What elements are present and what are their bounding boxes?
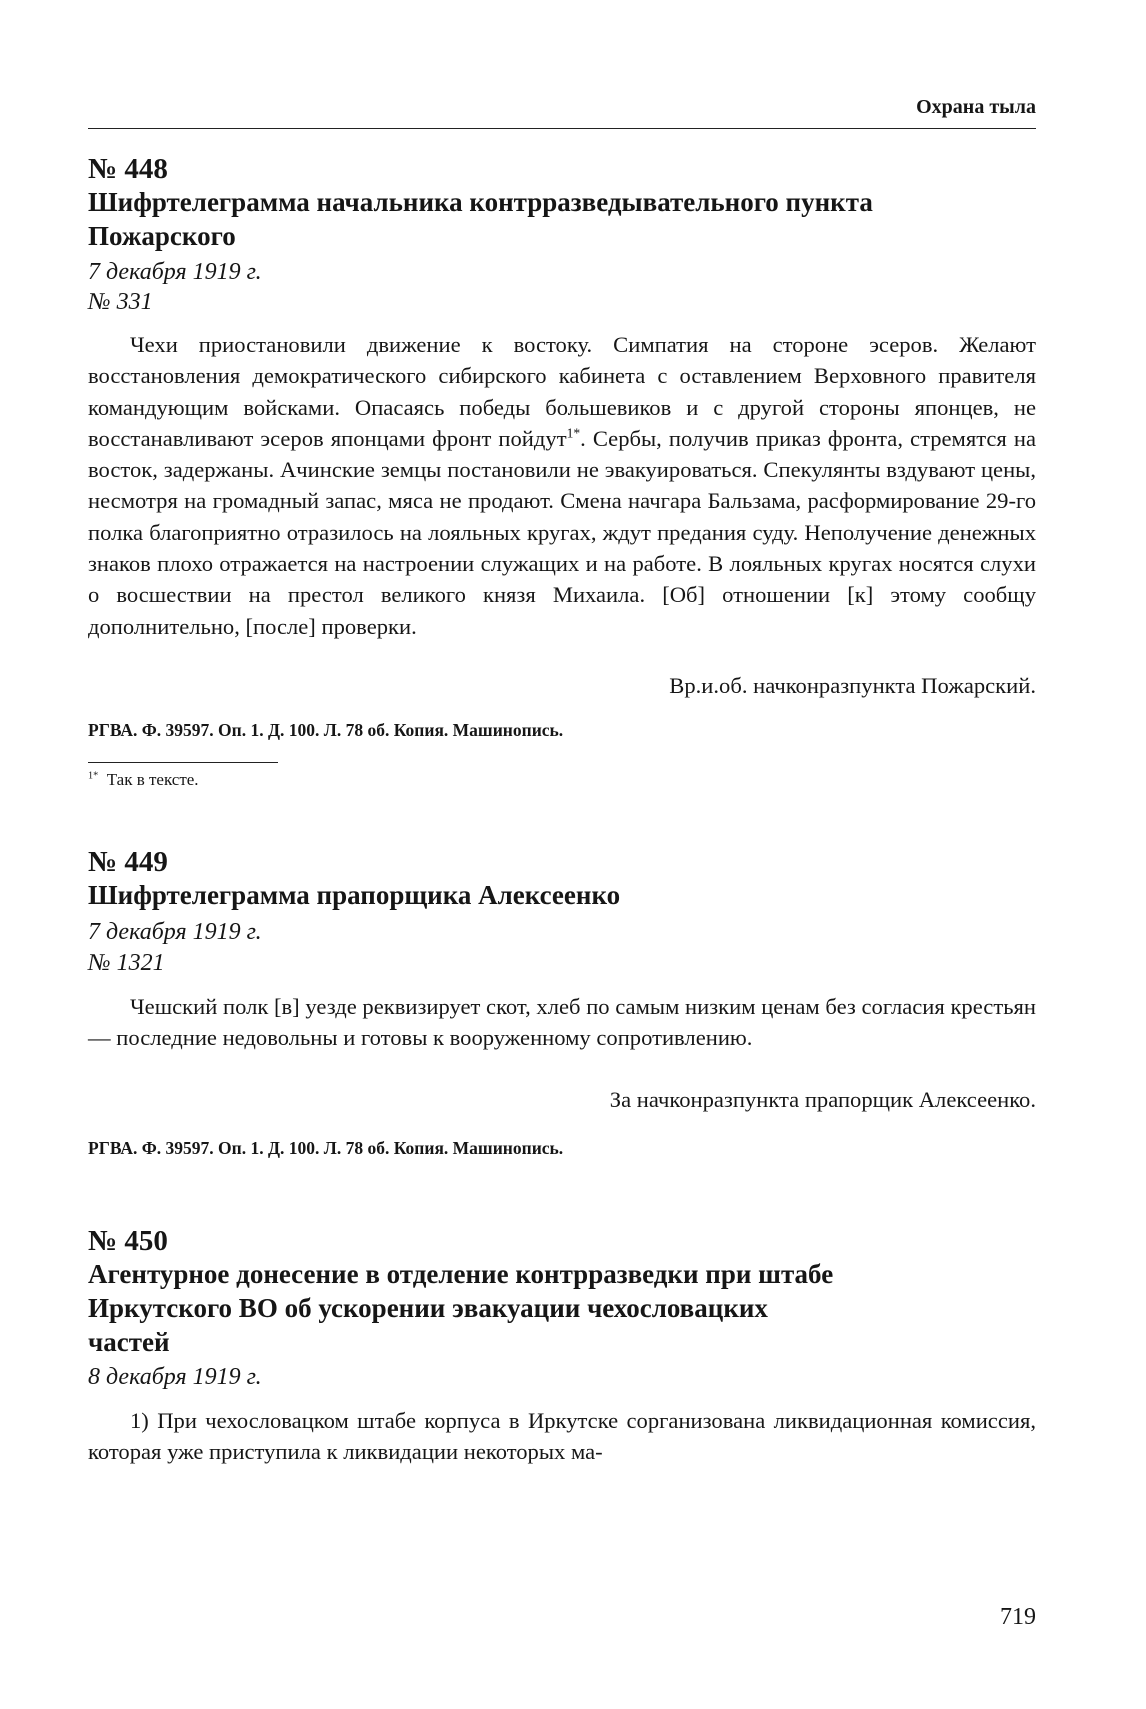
header-rule — [88, 128, 1036, 129]
doc-449-ref: № 1321 — [88, 950, 165, 976]
doc-449-signature: За начконразпункта прапорщик Алексеенко. — [609, 1087, 1036, 1112]
doc-448-title: Шифртелеграмма начальника контрразведывательного пункта Пожарского — [88, 187, 873, 251]
doc-448-signature: Вр.и.об. начконразпункта Пожарский. — [669, 673, 1036, 698]
footnote-mark: 1* — [88, 770, 99, 782]
doc-449-title: Шифртелеграмма прапорщика Алексеенко — [88, 880, 621, 910]
doc-449-number: № 449 — [88, 846, 168, 878]
doc-449-archive-ref: РГВА. Ф. 39597. Оп. 1. Д. 100. Л. 78 об. Копия. Машинопись. — [88, 1138, 564, 1158]
doc-448-text-part2: . Сербы, получив приказ фронта, стремятся на восток, задержаны. Ачинские земцы постановили не эвакуироваться. Спекулянты вздувают цены, несмотря на громадный запас, мяса не продают. Смена начгара Бальзама, расформирование 29-го полка благоприятно отразилось на лояльных кругах, ждут предания суду. Неполучение денежных знаков плохо отражается на настроении служащих и на работе. В лояльных кругах носятся слухи о восшествии на престол великого князя Михаила. [Об] отношении [к] этому сообщу дополнительно, [после] проверки. — [88, 425, 1036, 639]
doc-448-archive-ref: РГВА. Ф. 39597. Оп. 1. Д. 100. Л. 78 об. Копия. Машинопись. — [88, 720, 564, 740]
page-number: 719 — [1000, 1604, 1036, 1630]
doc-448-ref: № 331 — [88, 289, 153, 315]
doc-450-number: № 450 — [88, 1225, 168, 1257]
doc-448-number: № 448 — [88, 153, 168, 185]
doc-450-title: Агентурное донесение в отделение контрразведки при штабе Иркутского ВО об ускорении эвакуации чехословацких частей — [88, 1259, 834, 1357]
footnote-text: Так в тексте. — [106, 770, 199, 789]
doc-450-text: 1) При чехословацком штабе корпуса в Иркутске сорганизована ликвидационная комиссия, которая уже приступила к ликвидации некоторых ма- — [88, 1408, 1036, 1465]
footnote-rule — [88, 762, 278, 763]
footnote — [88, 768, 199, 792]
doc-450-date: 8 декабря 1919 г. — [88, 1364, 262, 1390]
footnote-marker: 1* — [566, 425, 581, 441]
doc-449-text: Чешский полк [в] уезде реквизирует скот, хлеб по самым низким ценам без согласия крестьян — последние недовольны и готовы к вооруженному сопротивлению. — [88, 994, 1036, 1051]
doc-448-text-part1: Чехи приостановили движение к востоку. Симпатия на стороне эсеров. Желают восстановления демократического сибирского кабинета с оставлением Верховного правителя командующим войсками. Опасаясь победы большевиков и с другой стороны японцев, не восстанавливают эсеров японцами фронт пойдут — [88, 332, 1036, 451]
doc-449-date: 7 декабря 1919 г. — [88, 919, 262, 945]
doc-448-date: 7 декабря 1919 г. — [88, 259, 262, 285]
running-head: Охрана тыла — [916, 96, 1036, 118]
doc-448-text — [88, 329, 1036, 642]
